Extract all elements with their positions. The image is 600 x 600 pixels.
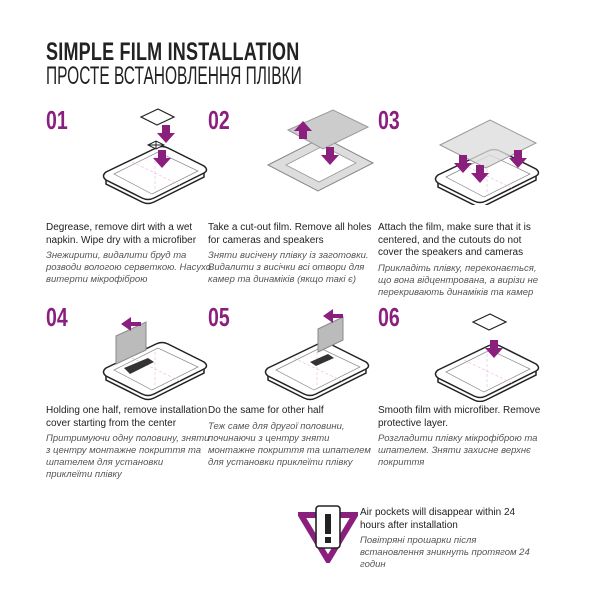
step-text-en: Smooth film with microfiber. Remove protective layer. — [378, 405, 541, 429]
step-text-en: Take a cut-out film. Remove all holes for cameras and speakers — [208, 222, 372, 246]
step-text-ua: Притримуючи одну половину, зняти з центру монтажне покриття та шпателем для установки приклеїти плівку — [46, 433, 210, 480]
step-text-ua: Розгладити плівку мікрофіброю та шпателем. Зняти захисне верхнє покриття — [378, 433, 538, 468]
degrease-illustration — [86, 105, 216, 205]
other-half-illustration — [248, 302, 378, 402]
smooth-film-illustration — [418, 302, 548, 402]
step-text-en: Degrease, remove dirt with a wet napkin. Wipe dry with a microfiber — [46, 222, 197, 246]
step-text-ua: Прикладіть плівку, переконається, що вона відцентрована, а вирізи не перекривають динаміків та камер — [378, 262, 539, 298]
step-number: 01 — [46, 105, 68, 135]
attach-film-illustration — [418, 105, 548, 205]
page-title — [46, 40, 458, 88]
title-english: SIMPLE FILM INSTALLATION — [46, 38, 300, 66]
remove-cover-illustration — [86, 302, 216, 402]
step-number: 03 — [378, 105, 400, 135]
step-text-ua: Зняти висічену плівку із заготовки. Видалити з висічки всі отвори для камер та динаміків (якщо такі є) — [208, 250, 369, 285]
note-text-en: Air pockets will disappear within 24 hours after installation — [360, 507, 516, 531]
cutout-film-illustration — [248, 105, 378, 205]
step-text-ua: Теж саме для другої половини, починаючи з центру зняти монтажне покриття та шпателем для установки приклеїти плівку — [208, 420, 371, 468]
step-number: 04 — [46, 302, 68, 332]
title-ukrainian: ПРОСТЕ ВСТАНОВЛЕННЯ ПЛІВКИ — [46, 62, 302, 90]
note-text-ua: Повітряні прошарки після встановлення зникнуть протягом 24 годин — [360, 535, 530, 570]
step-text-en: Do the same for other half — [208, 405, 324, 416]
step-number: 02 — [208, 105, 230, 135]
step-text-en: Attach the film, make sure that it is centered, and the cutouts do not cover the speakers and cameras — [378, 222, 531, 258]
step-number: 06 — [378, 302, 400, 332]
step-text-en: Holding one half, remove installation cover starting from the center — [46, 405, 208, 429]
warning-triangle-icon — [298, 505, 358, 563]
step-number: 05 — [208, 302, 230, 332]
step-text-ua: Знежирити, видалити бруд та розводи вологою серветкою. Насухо витерти мікрофіброю — [46, 250, 212, 285]
